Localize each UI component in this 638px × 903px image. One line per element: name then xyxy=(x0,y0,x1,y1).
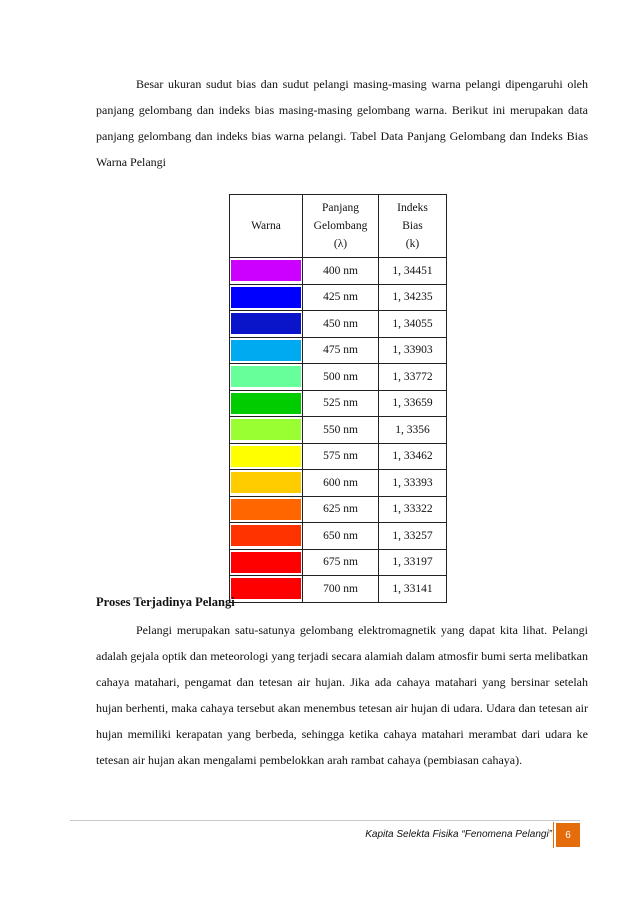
color-cell xyxy=(230,576,303,603)
body-paragraph: Pelangi merupakan satu-satunya gelombang elektromagnetik yang dapat kita lihat. Pelangi adalah gejala optik dan meteorologi yang terjadi secara alamiah dalam atmosfir bumi serta melibatkan cahaya matahari, pengamat dan tetesan air hujan. Jika ada cahaya matahari yang bersinar setelah hujan berhenti, maka cahaya tersebut akan menembus tetesan air hujan di udara. Udara dan tetesan air hujan memiliki kerapatan yang berbeda, sehingga ketika cahaya matahari merambat dari udara ke tetesan air hujan akan mengalami pembelokkan arah rambat cahaya (pembiasan cahaya). xyxy=(96,623,588,767)
index-cell: 1, 33659 xyxy=(379,390,447,417)
wavelength-cell: 575 nm xyxy=(303,443,379,470)
color-cell xyxy=(230,470,303,497)
color-swatch xyxy=(231,552,301,573)
color-swatch xyxy=(231,472,301,493)
footer-title: Kapita Selekta Fisika “Fenomena Pelangi” xyxy=(365,829,552,840)
color-swatch xyxy=(231,578,301,599)
color-cell xyxy=(230,523,303,550)
color-swatch xyxy=(231,260,301,281)
table-row xyxy=(230,470,447,497)
index-cell: 1, 34235 xyxy=(379,284,447,311)
table-header-row xyxy=(230,195,447,258)
color-cell xyxy=(230,549,303,576)
table-row xyxy=(230,417,447,444)
table-row xyxy=(230,337,447,364)
color-cell xyxy=(230,417,303,444)
wavelength-cell: 625 nm xyxy=(303,496,379,523)
page-number: 6 xyxy=(556,823,580,847)
color-swatch xyxy=(231,313,301,334)
wavelength-cell: 400 nm xyxy=(303,258,379,285)
color-swatch xyxy=(231,393,301,414)
table-row xyxy=(230,311,447,338)
intro-paragraph: Besar ukuran sudut bias dan sudut pelangi masing-masing warna pelangi dipengaruhi oleh panjang gelombang dan indeks bias masing-masing gelombang warna. Berikut ini merupakan data panjang gelombang dan indeks bias warna pelangi. Tabel Data Panjang Gelombang dan Indeks Bias Warna Pelangi xyxy=(96,77,588,169)
wavelength-cell: 425 nm xyxy=(303,284,379,311)
section-heading: Proses Terjadinya Pelangi xyxy=(96,595,235,609)
color-cell xyxy=(230,258,303,285)
wavelength-cell: 700 nm xyxy=(303,576,379,603)
color-swatch xyxy=(231,525,301,546)
table-row xyxy=(230,496,447,523)
index-cell: 1, 33772 xyxy=(379,364,447,391)
table-row xyxy=(230,364,447,391)
wavelength-cell: 675 nm xyxy=(303,549,379,576)
wavelength-cell: 600 nm xyxy=(303,470,379,497)
footer-divider xyxy=(70,820,580,821)
color-swatch xyxy=(231,366,301,387)
table-row xyxy=(230,258,447,285)
color-cell xyxy=(230,496,303,523)
header-wavelength: Panjang Gelombang (λ) xyxy=(303,195,379,258)
color-swatch xyxy=(231,499,301,520)
color-cell xyxy=(230,390,303,417)
color-cell xyxy=(230,443,303,470)
index-cell: 1, 33393 xyxy=(379,470,447,497)
footer-separator xyxy=(553,822,554,848)
color-cell xyxy=(230,311,303,338)
color-swatch xyxy=(231,287,301,308)
color-cell xyxy=(230,284,303,311)
table-row xyxy=(230,443,447,470)
table-row xyxy=(230,284,447,311)
color-cell xyxy=(230,364,303,391)
table-row xyxy=(230,390,447,417)
index-cell: 1, 3356 xyxy=(379,417,447,444)
index-cell: 1, 33257 xyxy=(379,523,447,550)
table-row xyxy=(230,523,447,550)
table-row xyxy=(230,576,447,603)
wavelength-cell: 525 nm xyxy=(303,390,379,417)
header-index: Indeks Bias (k) xyxy=(379,195,447,258)
index-cell: 1, 33462 xyxy=(379,443,447,470)
index-cell: 1, 33141 xyxy=(379,576,447,603)
header-color: Warna xyxy=(230,195,303,258)
index-cell: 1, 33197 xyxy=(379,549,447,576)
color-swatch xyxy=(231,419,301,440)
color-cell xyxy=(230,337,303,364)
index-cell: 1, 34451 xyxy=(379,258,447,285)
wavelength-cell: 475 nm xyxy=(303,337,379,364)
wavelength-cell: 500 nm xyxy=(303,364,379,391)
table-row xyxy=(230,549,447,576)
wavelength-cell: 650 nm xyxy=(303,523,379,550)
index-cell: 1, 33903 xyxy=(379,337,447,364)
index-cell: 1, 34055 xyxy=(379,311,447,338)
color-swatch xyxy=(231,340,301,361)
color-swatch xyxy=(231,446,301,467)
wavelength-cell: 450 nm xyxy=(303,311,379,338)
wavelength-index-table xyxy=(229,194,447,603)
index-cell: 1, 33322 xyxy=(379,496,447,523)
wavelength-cell: 550 nm xyxy=(303,417,379,444)
